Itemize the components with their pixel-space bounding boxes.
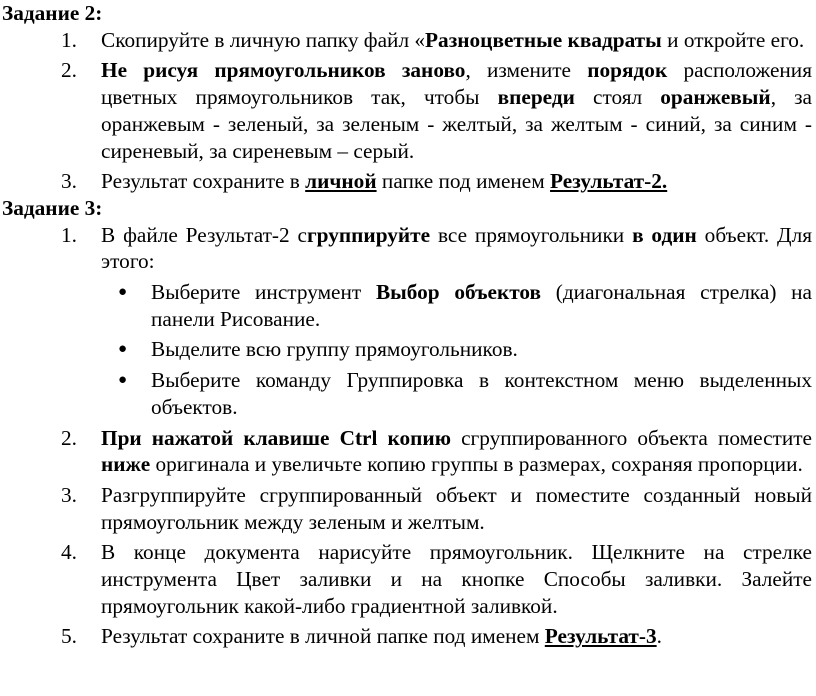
item-bold-underlined-text: личной xyxy=(305,169,377,194)
task-2-item-2 xyxy=(0,57,816,164)
bullet-text: Выделите всю группу прямоугольников. xyxy=(151,337,518,362)
item-bold-text: порядок xyxy=(587,58,668,83)
item-bold-text: Не рисуя прямоугольников заново xyxy=(101,58,466,83)
task-2-item-1 xyxy=(0,27,816,54)
item-text: В конце документа нарисуйте прямоугольник. Щелкните на стрелке инструмента Цвет заливки и на кнопке Способы заливки. Залейте прямоугольник какой-либо градиентной заливкой. xyxy=(101,540,812,618)
item-text: и откройте его. xyxy=(661,27,805,52)
item-text: , измените xyxy=(465,58,588,83)
item-number: 4. xyxy=(61,540,77,565)
task-3-item-1-bullet-3 xyxy=(0,367,816,420)
item-text: В файле Результат-2 с xyxy=(101,222,307,247)
bullet-text: (диагональная стрелка) на панели Рисование. xyxy=(151,280,812,331)
item-text: Разгруппируйте сгруппированный объект и поместите созданный новый прямоугольник между зеленым и желтым. xyxy=(101,482,812,534)
item-bold-underlined-text: Результат-3 xyxy=(544,624,657,649)
item-number: 5. xyxy=(61,624,77,649)
task-3-item-4 xyxy=(0,539,816,619)
bullet-text: Выберите команду Группировка в контекстном меню выделенных объектов. xyxy=(151,368,812,419)
item-number: 2. xyxy=(61,425,77,450)
item-bold-text: в один xyxy=(632,222,697,247)
task-3-item-3 xyxy=(0,482,816,535)
item-text: Результат сохраните в личной папке под именем xyxy=(101,624,545,649)
bullet-dot-icon: ● xyxy=(118,341,128,358)
item-text: Результат сохраните в xyxy=(101,169,306,194)
item-number: 1. xyxy=(61,222,77,247)
bullet-dot-icon: ● xyxy=(118,284,128,301)
task-3-item-5 xyxy=(0,623,816,650)
task-3-heading: Задание 3: xyxy=(2,195,103,220)
task-2-heading: Задание 2: xyxy=(2,1,103,25)
item-text: все прямоугольники xyxy=(430,222,633,247)
task-3-item-1-bullet-2 xyxy=(0,336,816,363)
bullet-dot-icon: ● xyxy=(118,372,128,389)
item-text: . xyxy=(656,624,662,649)
task-3-item-1-bullet-1 xyxy=(0,279,816,332)
item-number: 3. xyxy=(61,482,77,507)
item-text: расположения цветных прямоугольников так, чтобы xyxy=(101,58,812,110)
item-text: папке под именем xyxy=(376,169,551,194)
item-text: , за оранжевым - зеленый, за зеленым - желтый, за желтым - синий, за синим - сиреневый, за сиреневым – серый. xyxy=(101,85,813,163)
item-bold-text: группируйте xyxy=(307,222,431,247)
item-number: 2. xyxy=(61,58,77,83)
item-number: 3. xyxy=(61,169,77,194)
item-text: объект. Для этого: xyxy=(101,222,813,274)
item-text: оригинала и увеличьте копию группы в размерах, сохраняя пропорции. xyxy=(150,452,803,477)
item-bold-text: Разноцветные квадраты xyxy=(425,27,662,52)
item-text: сгруппированного объекта поместите xyxy=(450,425,812,450)
task-3-item-2 xyxy=(0,425,816,478)
item-bold-underlined-text: Результат-2. xyxy=(550,169,668,194)
item-number: 1. xyxy=(61,27,77,52)
bullet-bold-text: Выбор объектов xyxy=(375,280,542,305)
item-bold-text: впереди xyxy=(497,85,575,110)
item-bold-text: оранжевый xyxy=(660,85,771,110)
bullet-text: Выберите инструмент xyxy=(151,280,376,305)
item-text: Скопируйте в личную папку файл « xyxy=(101,27,426,52)
item-bold-text: ниже xyxy=(101,452,151,477)
item-bold-text: При нажатой клавише Ctrl копию xyxy=(101,425,451,450)
task-3-item-1 xyxy=(0,222,816,275)
item-text: стоял xyxy=(574,85,661,110)
task-2-item-3 xyxy=(0,168,816,195)
